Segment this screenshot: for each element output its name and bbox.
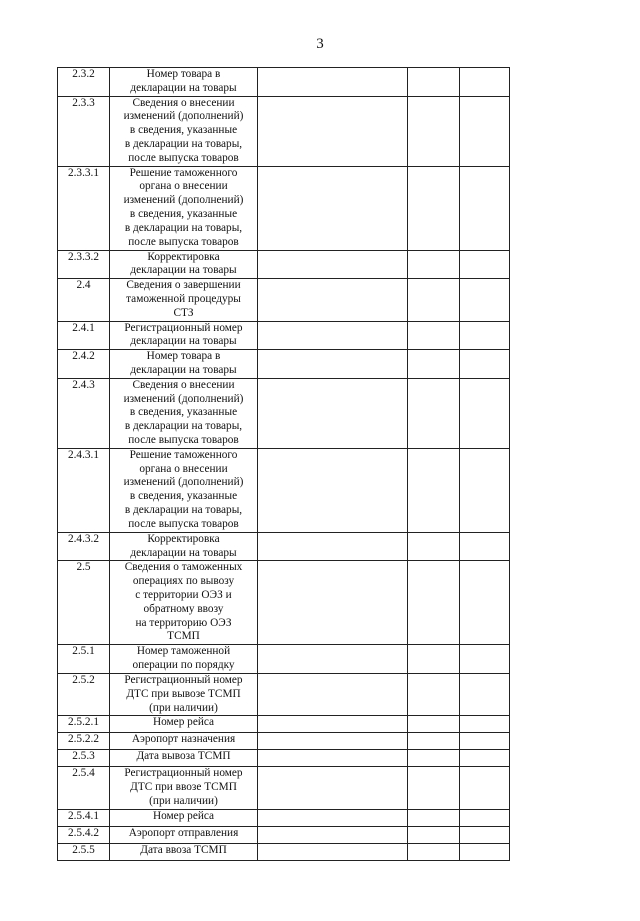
table-row [58,166,510,250]
row-name-cell: Сведения о таможенных операциях по вывозу с территории ОЭЗ и обратному ввозу на территорию ОЭЗ ТСМП [110,561,258,645]
row-number-cell: 2.5 [58,561,110,645]
row-name-cell: Номер рейса [110,716,258,733]
table-row [58,809,510,826]
row-name-cell: Решение таможенного органа о внесении изменений (дополнений) в сведения, указанные в декларации на товары, после выпуска товаров [110,448,258,532]
row-name-cell: Решение таможенного органа о внесении изменений (дополнений) в сведения, указанные в декларации на товары, после выпуска товаров [110,166,258,250]
row-name-cell: Номер товара в декларации на товары [110,68,258,97]
empty-cell-a [258,96,408,166]
empty-cell-c [460,673,510,715]
empty-cell-b [408,378,460,448]
row-name-cell: Корректировка декларации на товары [110,532,258,561]
table-row [58,532,510,561]
empty-cell-b [408,843,460,860]
empty-cell-a [258,767,408,809]
row-number-cell: 2.3.3.2 [58,250,110,279]
table-row [58,733,510,750]
row-number-cell: 2.5.4.2 [58,826,110,843]
row-number-cell: 2.4.3.1 [58,448,110,532]
empty-cell-a [258,448,408,532]
row-number-cell: 2.5.1 [58,645,110,674]
empty-cell-c [460,809,510,826]
table-row [58,750,510,767]
empty-cell-c [460,321,510,350]
empty-cell-a [258,250,408,279]
empty-cell-a [258,350,408,379]
row-number-cell: 2.4 [58,279,110,321]
row-name-cell: Номер товара в декларации на товары [110,350,258,379]
empty-cell-b [408,750,460,767]
document-table [57,67,510,861]
empty-cell-b [408,826,460,843]
empty-cell-c [460,279,510,321]
row-name-cell: Сведения о внесении изменений (дополнений) в сведения, указанные в декларации на товары, после выпуска товаров [110,378,258,448]
empty-cell-c [460,532,510,561]
row-number-cell: 2.3.3.1 [58,166,110,250]
table-row [58,448,510,532]
table-row [58,767,510,809]
empty-cell-c [460,68,510,97]
table-row [58,843,510,860]
page-number: 3 [316,36,324,52]
empty-cell-b [408,350,460,379]
empty-cell-a [258,378,408,448]
empty-cell-a [258,673,408,715]
empty-cell-a [258,68,408,97]
row-name-cell: Дата ввоза ТСМП [110,843,258,860]
row-name-cell: Дата вывоза ТСМП [110,750,258,767]
empty-cell-b [408,767,460,809]
empty-cell-a [258,166,408,250]
empty-cell-a [258,645,408,674]
table-row [58,645,510,674]
empty-cell-a [258,532,408,561]
empty-cell-a [258,279,408,321]
row-number-cell: 2.4.1 [58,321,110,350]
table-row [58,96,510,166]
empty-cell-a [258,843,408,860]
empty-cell-b [408,716,460,733]
empty-cell-b [408,166,460,250]
empty-cell-c [460,716,510,733]
empty-cell-a [258,826,408,843]
table-row [58,716,510,733]
row-name-cell: Регистрационный номер ДТС при ввозе ТСМП (при наличии) [110,767,258,809]
row-name-cell: Номер таможенной операции по порядку [110,645,258,674]
table-row [58,321,510,350]
empty-cell-c [460,166,510,250]
row-name-cell: Сведения о внесении изменений (дополнений) в сведения, указанные в декларации на товары, после выпуска товаров [110,96,258,166]
empty-cell-b [408,561,460,645]
empty-cell-a [258,716,408,733]
row-number-cell: 2.5.2.2 [58,733,110,750]
row-name-cell: Регистрационный номер декларации на товары [110,321,258,350]
empty-cell-c [460,250,510,279]
row-number-cell: 2.4.3.2 [58,532,110,561]
row-number-cell: 2.3.2 [58,68,110,97]
empty-cell-c [460,561,510,645]
empty-cell-a [258,321,408,350]
table-row [58,378,510,448]
table-row [58,68,510,97]
row-number-cell: 2.5.4 [58,767,110,809]
row-number-cell: 2.5.5 [58,843,110,860]
empty-cell-c [460,645,510,674]
empty-cell-c [460,767,510,809]
empty-cell-a [258,750,408,767]
empty-cell-b [408,279,460,321]
table-row [58,250,510,279]
table-row [58,279,510,321]
empty-cell-b [408,532,460,561]
empty-cell-c [460,750,510,767]
table-row [58,826,510,843]
row-number-cell: 2.4.2 [58,350,110,379]
empty-cell-b [408,68,460,97]
row-name-cell: Номер рейса [110,809,258,826]
empty-cell-b [408,733,460,750]
table-row [58,350,510,379]
row-name-cell: Аэропорт отправления [110,826,258,843]
row-name-cell: Регистрационный номер ДТС при вывозе ТСМП (при наличии) [110,673,258,715]
empty-cell-b [408,448,460,532]
empty-cell-c [460,378,510,448]
empty-cell-b [408,96,460,166]
row-number-cell: 2.5.3 [58,750,110,767]
empty-cell-c [460,733,510,750]
empty-cell-b [408,250,460,279]
empty-cell-a [258,733,408,750]
empty-cell-b [408,645,460,674]
empty-cell-b [408,321,460,350]
row-number-cell: 2.5.2 [58,673,110,715]
row-name-cell: Корректировка декларации на товары [110,250,258,279]
row-number-cell: 2.5.2.1 [58,716,110,733]
row-name-cell: Аэропорт назначения [110,733,258,750]
empty-cell-a [258,561,408,645]
empty-cell-c [460,843,510,860]
empty-cell-b [408,673,460,715]
empty-cell-c [460,350,510,379]
table-row [58,673,510,715]
row-number-cell: 2.5.4.1 [58,809,110,826]
empty-cell-c [460,96,510,166]
row-number-cell: 2.3.3 [58,96,110,166]
table-row [58,561,510,645]
empty-cell-b [408,809,460,826]
row-number-cell: 2.4.3 [58,378,110,448]
empty-cell-a [258,809,408,826]
empty-cell-c [460,448,510,532]
row-name-cell: Сведения о завершении таможенной процедуры СТЗ [110,279,258,321]
empty-cell-c [460,826,510,843]
